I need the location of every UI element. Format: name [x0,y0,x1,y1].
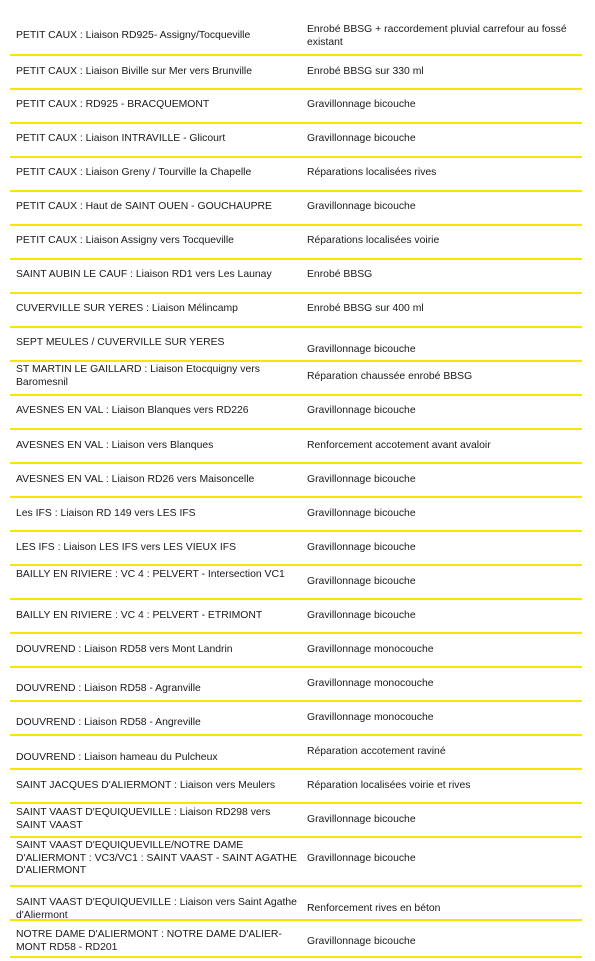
work-cell: Gravillonnage bicouche [307,576,416,587]
table-row [10,887,582,921]
location-cell: NOTRE DAME D'ALIERMONT : NOTRE DAME D'ALIER-MONT RD58 - RD201 [16,929,282,953]
table-row [10,294,582,328]
location-cell: AVESNES EN VAL : Liaison vers Blanques [16,440,214,451]
work-cell: Réparations localisées voirie [307,235,440,246]
work-cell: Enrobé BBSG + raccordement pluvial carrefour au fossé existant [307,24,567,48]
location-cell: BAILLY EN RIVIERE : VC 4 : PELVERT - Intersection VC1 [16,569,285,580]
table-row [10,260,582,294]
location-cell: PETIT CAUX : Liaison INTRAVILLE - Glicourt [16,133,226,144]
table-row [10,634,582,668]
location-cell: ST MARTIN LE GAILLARD : Liaison Etocquigny vers Baromesnil [16,364,260,388]
work-cell: Renforcement rives en béton [307,903,441,914]
location-cell: BAILLY EN RIVIERE : VC 4 : PELVERT - ETRIMONT [16,610,263,621]
work-cell: Gravillonnage monocouche [307,678,434,689]
work-cell: Enrobé BBSG sur 400 ml [307,303,424,314]
location-cell: SAINT VAAST D'EQUIQUEVILLE : Liaison RD298 vers SAINT VAAST [16,807,271,831]
location-cell: SAINT VAAST D'EQUIQUEVILLE : Liaison vers Saint Agathe d'Aliermont [16,897,297,921]
table-row [10,396,582,430]
work-cell: Renforcement accotement avant avaloir [307,440,491,451]
work-cell: Gravillonnage monocouche [307,712,434,723]
table-row [10,498,582,532]
location-cell: PETIT CAUX : Liaison RD925- Assigny/Tocqueville [16,30,251,41]
table-row [10,600,582,634]
location-cell: PETIT CAUX : Liaison Assigny vers Tocqueville [16,235,234,246]
table-row [10,124,582,158]
work-cell: Enrobé BBSG sur 330 ml [307,66,424,77]
table-row [10,0,582,56]
work-cell: Enrobé BBSG [307,269,373,280]
table-row [10,430,582,464]
work-cell: Gravillonnage bicouche [307,542,416,553]
table-row [10,192,582,226]
work-cell: Réparations localisées rives [307,167,437,178]
table-row [10,90,582,124]
work-cell: Gravillonnage bicouche [307,814,416,825]
location-cell: AVESNES EN VAL : Liaison RD26 vers Maisoncelle [16,474,255,485]
work-cell: Gravillonnage bicouche [307,201,416,212]
location-cell: LES IFS : Liaison LES IFS vers LES VIEUX IFS [16,542,237,553]
work-cell: Gravillonnage monocouche [307,644,434,655]
work-cell: Réparation chaussée enrobé BBSG [307,371,473,382]
location-cell: DOUVREND : Liaison RD58 - Angreville [16,717,201,728]
location-cell: AVESNES EN VAL : Liaison Blanques vers RD226 [16,405,249,416]
location-cell: CUVERVILLE SUR YERES : Liaison Mélincamp [16,303,238,314]
work-cell: Gravillonnage bicouche [307,610,416,621]
work-cell: Gravillonnage bicouche [307,99,416,110]
work-cell: Gravillonnage bicouche [307,474,416,485]
work-cell: Gravillonnage bicouche [307,344,416,355]
table-row [10,328,582,362]
location-cell: SEPT MEULES / CUVERVILLE SUR YERES [16,337,225,348]
work-cell: Gravillonnage bicouche [307,405,416,416]
location-cell: SAINT VAAST D'EQUIQUEVILLE/NOTRE DAME D'ALIERMONT : VC3/VC1 : SAINT VAAST - SAINT AGATHE D'ALIERMONT [16,840,297,876]
location-cell: DOUVREND : Liaison RD58 - Agranville [16,683,201,694]
work-cell: Gravillonnage bicouche [307,936,416,947]
table-row [10,702,582,736]
table-row [10,56,582,90]
location-cell: Les IFS : Liaison RD 149 vers LES IFS [16,508,196,519]
location-cell: SAINT JACQUES D'ALIERMONT : Liaison vers Meulers [16,780,276,791]
location-cell: PETIT CAUX : RD925 - BRACQUEMONT [16,99,210,110]
table-row [10,736,582,770]
location-cell: DOUVREND : Liaison hameau du Pulcheux [16,752,218,763]
table-row [10,668,582,702]
table-row [10,770,582,804]
table-row [10,838,582,887]
table-row [10,804,582,838]
work-cell: Gravillonnage bicouche [307,853,416,864]
work-cell: Gravillonnage bicouche [307,133,416,144]
location-cell: SAINT AUBIN LE CAUF : Liaison RD1 vers Les Launay [16,269,272,280]
table-row [10,921,582,958]
location-cell: DOUVREND : Liaison RD58 vers Mont Landrin [16,644,233,655]
table-row [10,464,582,498]
work-cell: Réparation accotement raviné [307,746,446,757]
location-cell: PETIT CAUX : Liaison Greny / Tourville la Chapelle [16,167,252,178]
location-cell: PETIT CAUX : Haut de SAINT OUEN - GOUCHAUPRE [16,201,272,212]
table-row [10,158,582,192]
table-row [10,566,582,600]
table-row [10,226,582,260]
table-row [10,362,582,396]
table-row [10,532,582,566]
location-cell: PETIT CAUX : Liaison Biville sur Mer vers Brunville [16,66,252,77]
work-cell: Gravillonnage bicouche [307,508,416,519]
work-cell: Réparation localisées voirie et rives [307,780,471,791]
